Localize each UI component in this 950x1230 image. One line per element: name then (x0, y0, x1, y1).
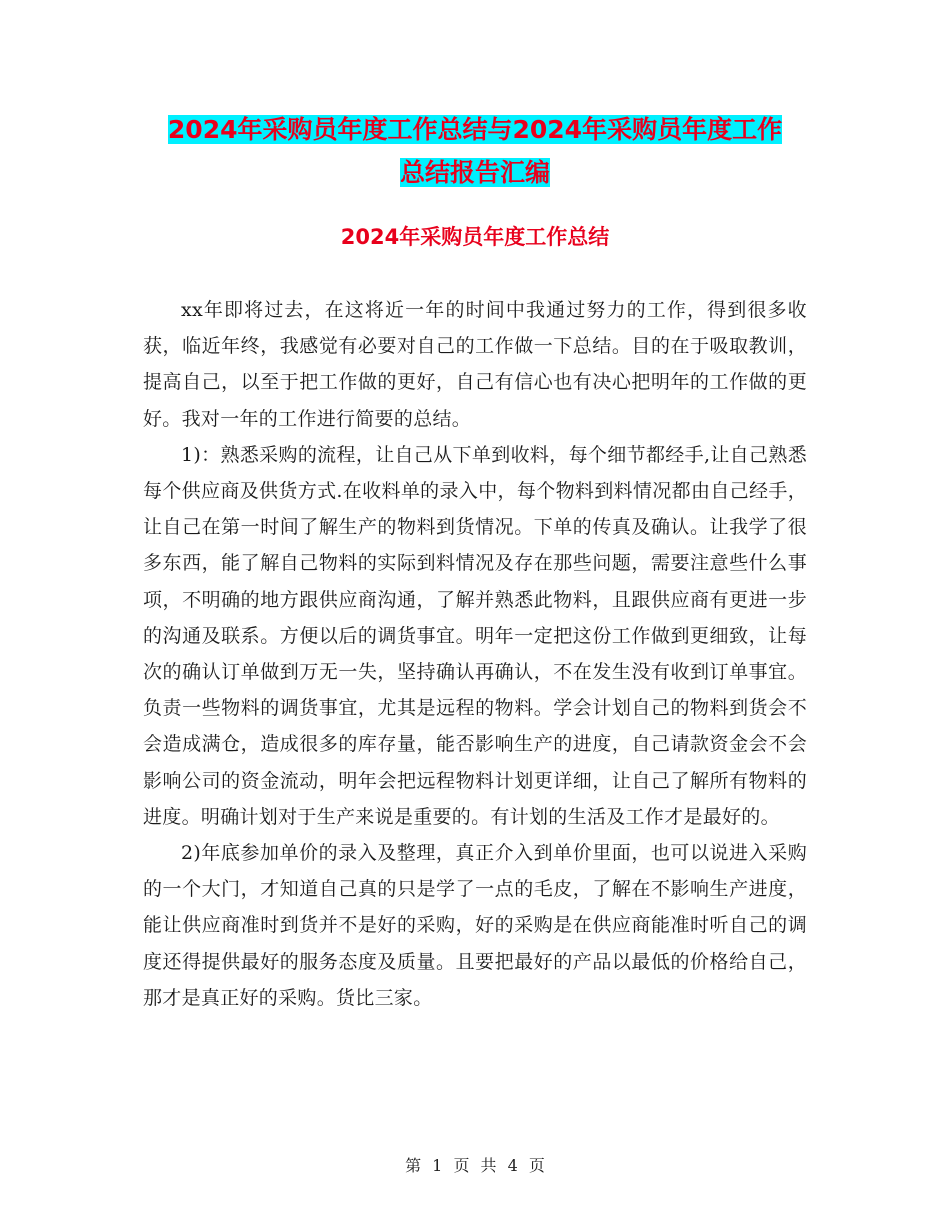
document-title-line-1: 2024年采购员年度工作总结与2024年采购员年度工作 (167, 115, 783, 144)
document-title-line-2: 总结报告汇编 (399, 158, 550, 187)
paragraph-intro: xx年即将过去，在这将近一年的时间中我通过努力的工作，得到很多收获，临近年终，我感觉有必要对自己的工作做一下总结。目的在于吸取教训，提高自己，以至于把工作做的更好，自己有信心也有决心把明年的工作做的更好。我对一年的工作进行简要的总结。 (143, 299, 807, 430)
document-body (143, 292, 807, 1016)
paragraph-item-2: 2)年底参加单价的录入及整理，真正介入到单价里面，也可以说进入采购的一个大门，才知道自己真的只是学了一点的毛皮，了解在不影响生产进度，能让供应商准时到货并不是好的采购，好的采购是在供应商能准时听自己的调度还得提供最好的服务态度及质量。且要把最好的产品以最低的价格给自己，那才是真正好的采购。货比三家。 (143, 842, 807, 1009)
page-footer: 第 1 页 共 4 页 (405, 1156, 545, 1175)
section-title: 2024年采购员年度工作总结 (340, 225, 610, 249)
paragraph-item-1: 1)：熟悉采购的流程，让自己从下单到收料，每个细节都经手,让自己熟悉每个供应商及供货方式.在收料单的录入中，每个物料到料情况都由自己经手，让自己在第一时间了解生产的物料到货情况。下单的传真及确认。让我学了很多东西，能了解自己物料的实际到料情况及存在那些问题，需要注意些什么事项，不明确的地方跟供应商沟通，了解并熟悉此物料，且跟供应商有更进一步的沟通及联系。方便以后的调货事宜。明年一定把这份工作做到更细致，让每次的确认订单做到万无一失，坚持确认再确认，不在发生没有收到订单事宜。负责一些物料的调货事宜，尤其是远程的物料。学会计划自己的物料到货会不会造成满仓，造成很多的库存量，能否影响生产的进度，自己请款资金会不会影响公司的资金流动，明年会把远程物料计划更详细，让自己了解所有物料的进度。明确计划对于生产来说是重要的。有计划的生活及工作才是最好的。 (143, 443, 807, 828)
document-title (0, 108, 950, 194)
